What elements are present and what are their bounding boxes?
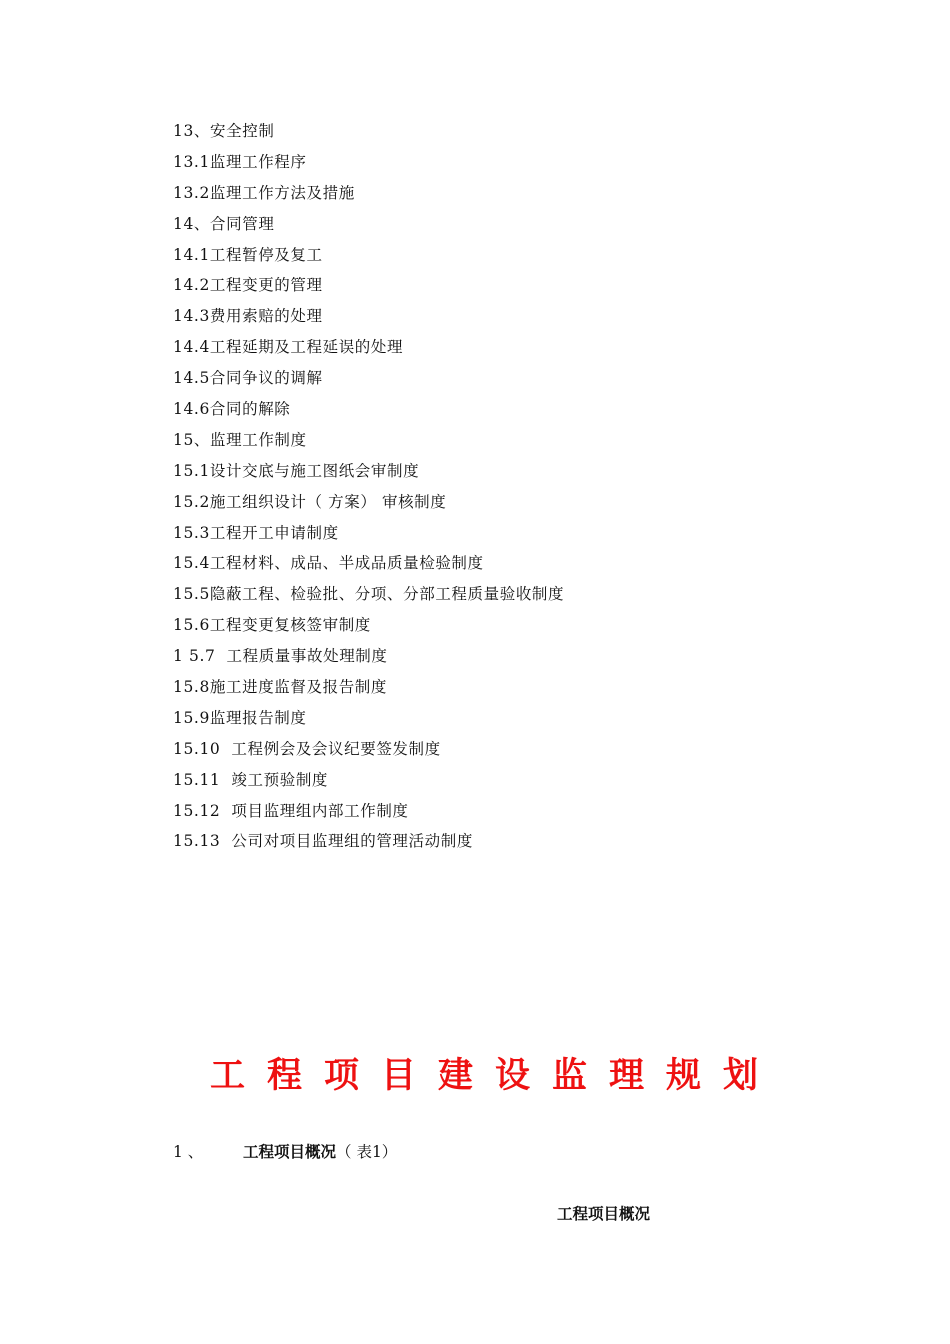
toc-item: 14.4工程延期及工程延误的处理 [173,338,404,357]
section-table-reference: （ 表1） [336,1143,398,1161]
toc-item: 15.8施工进度监督及报告制度 [173,678,388,697]
section-heading [173,1140,397,1162]
toc-item: 14.2工程变更的管理 [173,276,323,295]
toc-item: 14、合同管理 [173,214,275,233]
toc-item: 15.6工程变更复核签审制度 [173,616,371,635]
toc-item: 15.4工程材料、成品、半成品质量检验制度 [173,554,484,573]
toc-item: 15.5隐蔽工程、检验批、分项、分部工程质量验收制度 [173,585,565,604]
toc-item: 14.6合同的解除 [173,400,291,419]
toc-item: 13.2监理工作方法及措施 [173,183,355,202]
table-of-contents [173,118,564,859]
section-title: 工程项目概况 [243,1143,337,1161]
toc-item: 15、监理工作制度 [173,430,307,449]
toc-item: 15.9监理报告制度 [173,708,307,727]
toc-item: 13、安全控制 [173,122,275,140]
toc-item: 15.3工程开工申请制度 [173,523,339,542]
toc-item: 14.1工程暂停及复工 [173,245,323,264]
toc-item: 15.11 竣工预验制度 [173,770,329,789]
toc-item: 15.2施工组织设计（ 方案） 审核制度 [173,492,447,511]
toc-item: 13.1监理工作程序 [173,152,307,171]
toc-item: 14.3费用索赔的处理 [173,307,323,326]
toc-item: 15.13 公司对项目监理组的管理活动制度 [173,832,473,851]
toc-item: 15.1设计交底与施工图纸会审制度 [173,461,420,480]
toc-item: 15.12 项目监理组内部工作制度 [173,801,409,820]
toc-item: 1 5.7 工程质量事故处理制度 [173,647,388,666]
toc-item: 14.5合同争议的调解 [173,369,323,388]
table-caption: 工程项目概况 [557,1205,651,1223]
document-title: 工程项目建设监理规划 [209,1056,780,1096]
section-number: 1 、 [173,1143,204,1161]
toc-item: 15.10 工程例会及会议纪要签发制度 [173,739,441,758]
